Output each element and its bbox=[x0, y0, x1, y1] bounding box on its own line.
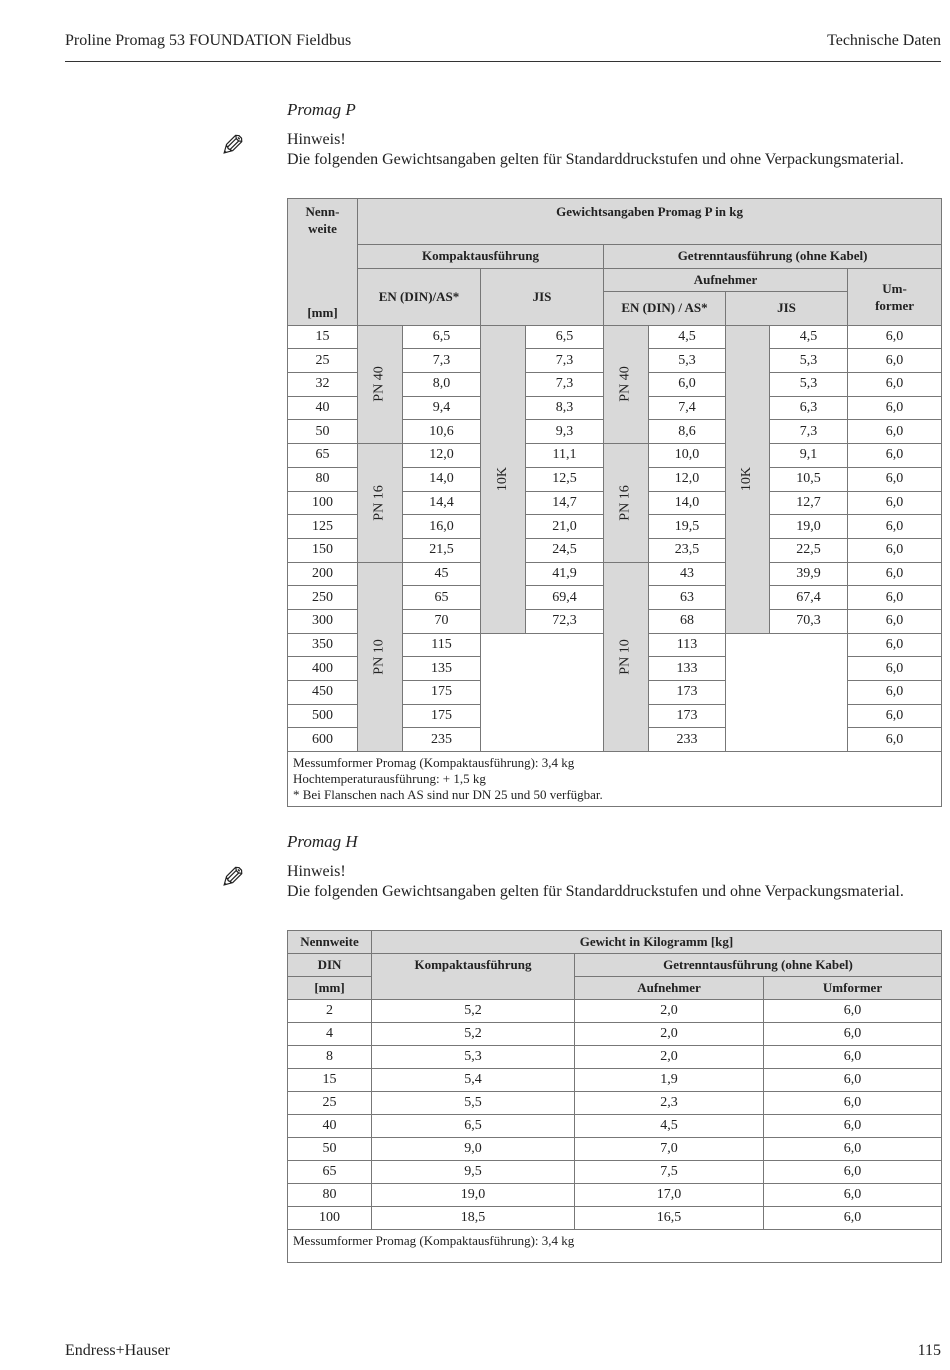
cell-dn: 50 bbox=[288, 1138, 372, 1161]
cell-value: 5,4 bbox=[372, 1069, 575, 1092]
cell-value: 6,0 bbox=[764, 1207, 942, 1230]
cell-value: 14,0 bbox=[649, 491, 726, 515]
cell-value: 10,0 bbox=[649, 444, 726, 468]
cell-value: 6,0 bbox=[848, 396, 942, 420]
col-header-mm: [mm] bbox=[307, 304, 338, 320]
cell-value: 2,0 bbox=[575, 1000, 764, 1023]
cell-dn: 350 bbox=[288, 633, 358, 657]
cell-value: 115 bbox=[403, 633, 481, 657]
cell-value: 10,6 bbox=[403, 420, 481, 444]
cell-value: 5,3 bbox=[770, 373, 848, 397]
header-umformer: Umformer bbox=[764, 977, 942, 1000]
col-header-mm: [mm] bbox=[288, 977, 372, 1000]
header-main: Gewicht in Kilogramm [kg] bbox=[372, 931, 942, 954]
cell-value: 7,4 bbox=[649, 396, 726, 420]
cell-value: 12,7 bbox=[770, 491, 848, 515]
cell-value: 6,0 bbox=[848, 704, 942, 728]
cell-value: 9,4 bbox=[403, 396, 481, 420]
cell-value: 24,5 bbox=[526, 538, 604, 562]
pn-label: PN 16 bbox=[604, 444, 649, 562]
cell-value: 6,0 bbox=[848, 657, 942, 681]
cell-dn: 8 bbox=[288, 1046, 372, 1069]
footnote: Messumformer Promag (Kompaktausführung): 3,4 kg bbox=[293, 755, 575, 771]
header-main: Gewichtsangaben Promag P in kg bbox=[358, 199, 942, 245]
table-footnotes bbox=[288, 752, 942, 807]
pn-label: 10K bbox=[481, 325, 526, 633]
cell-value: 2,0 bbox=[575, 1046, 764, 1069]
header-en: EN (DIN)/AS* bbox=[358, 268, 481, 325]
pn-label: PN 16 bbox=[358, 444, 403, 562]
cell-value: 72,3 bbox=[526, 609, 604, 633]
footer-company: Endress+Hauser bbox=[65, 1342, 170, 1359]
cell-dn: 40 bbox=[288, 1115, 372, 1138]
cell-dn: 80 bbox=[288, 1184, 372, 1207]
pn-label: 10K bbox=[726, 325, 770, 633]
cell-value: 6,0 bbox=[764, 1092, 942, 1115]
cell-value: 14,0 bbox=[403, 467, 481, 491]
cell-dn: 40 bbox=[288, 396, 358, 420]
cell-value: 6,0 bbox=[848, 562, 942, 586]
cell-value: 6,5 bbox=[372, 1115, 575, 1138]
cell-value: 21,5 bbox=[403, 538, 481, 562]
cell-value: 175 bbox=[403, 681, 481, 705]
weight-table-promag-h bbox=[287, 930, 942, 1263]
cell-value: 6,0 bbox=[848, 325, 942, 349]
cell-value: 12,0 bbox=[403, 444, 481, 468]
cell-value: 6,0 bbox=[848, 681, 942, 705]
cell-dn: 600 bbox=[288, 728, 358, 752]
cell-value: 6,0 bbox=[649, 373, 726, 397]
cell-value: 14,7 bbox=[526, 491, 604, 515]
footnote: * Bei Flanschen nach AS sind nur DN 25 und 50 verfügbar. bbox=[293, 787, 603, 803]
cell-value: 6,0 bbox=[764, 1069, 942, 1092]
cell-dn: 100 bbox=[288, 1207, 372, 1230]
cell-dn: 32 bbox=[288, 373, 358, 397]
cell-value: 113 bbox=[649, 633, 726, 657]
cell-dn: 25 bbox=[288, 1092, 372, 1115]
cell-value: 10,5 bbox=[770, 467, 848, 491]
cell-value: 17,0 bbox=[575, 1184, 764, 1207]
note-label: Hinweis! bbox=[287, 131, 346, 148]
cell-value: 6,0 bbox=[764, 1000, 942, 1023]
header-section: Technische Daten bbox=[827, 32, 941, 49]
cell-value: 9,0 bbox=[372, 1138, 575, 1161]
note-promag-p bbox=[287, 130, 904, 170]
header-title: Proline Promag 53 FOUNDATION Fieldbus bbox=[65, 32, 352, 49]
cell-dn: 250 bbox=[288, 586, 358, 610]
cell-value: 5,3 bbox=[372, 1046, 575, 1069]
cell-dn: 125 bbox=[288, 515, 358, 539]
cell-value: 8,0 bbox=[403, 373, 481, 397]
cell-value: 21,0 bbox=[526, 515, 604, 539]
cell-value: 22,5 bbox=[770, 538, 848, 562]
header-aufnehmer: Aufnehmer bbox=[575, 977, 764, 1000]
section-title-promag-h: Promag H bbox=[287, 832, 358, 851]
footnote: Hochtemperaturausführung: + 1,5 kg bbox=[293, 771, 486, 787]
header-getrennt: Getrenntausführung (ohne Kabel) bbox=[575, 954, 942, 977]
cell-value: 7,3 bbox=[403, 349, 481, 373]
cell-value: 135 bbox=[403, 657, 481, 681]
cell-value: 235 bbox=[403, 728, 481, 752]
cell-value: 6,0 bbox=[764, 1115, 942, 1138]
cell-value: 12,5 bbox=[526, 467, 604, 491]
cell-value: 19,0 bbox=[372, 1184, 575, 1207]
col-header-din: DIN bbox=[288, 954, 372, 977]
note-promag-h bbox=[287, 862, 904, 902]
header-kompakt: Kompaktausführung bbox=[372, 954, 575, 1000]
cell-value: 7,0 bbox=[575, 1138, 764, 1161]
header-umformer: Um- former bbox=[848, 268, 942, 325]
section-title-promag-p: Promag P bbox=[287, 100, 356, 119]
cell-dn: 65 bbox=[288, 444, 358, 468]
cell-value: 133 bbox=[649, 657, 726, 681]
cell-value: 2,0 bbox=[575, 1023, 764, 1046]
cell-value: 9,5 bbox=[372, 1161, 575, 1184]
cell-value: 43 bbox=[649, 562, 726, 586]
cell-value: 39,9 bbox=[770, 562, 848, 586]
cell-value: 1,9 bbox=[575, 1069, 764, 1092]
cell-value: 41,9 bbox=[526, 562, 604, 586]
cell-dn: 65 bbox=[288, 1161, 372, 1184]
pencil-icon: ✎ bbox=[220, 129, 246, 164]
cell-dn: 4 bbox=[288, 1023, 372, 1046]
cell-value: 6,0 bbox=[848, 538, 942, 562]
cell-dn: 150 bbox=[288, 538, 358, 562]
cell-value: 233 bbox=[649, 728, 726, 752]
cell-value: 173 bbox=[649, 681, 726, 705]
pn-label: PN 40 bbox=[358, 325, 403, 443]
cell-dn: 15 bbox=[288, 1069, 372, 1092]
cell-value: 6,0 bbox=[848, 728, 942, 752]
pn-label: PN 10 bbox=[358, 562, 403, 752]
cell-value: 11,1 bbox=[526, 444, 604, 468]
cell-value: 16,5 bbox=[575, 1207, 764, 1230]
cell-value: 6,0 bbox=[848, 349, 942, 373]
header-aufnehmer: Aufnehmer bbox=[604, 268, 848, 291]
cell-value: 6,0 bbox=[764, 1184, 942, 1207]
cell-value: 6,0 bbox=[848, 373, 942, 397]
cell-dn: 80 bbox=[288, 467, 358, 491]
cell-dn: 200 bbox=[288, 562, 358, 586]
cell-value: 6,3 bbox=[770, 396, 848, 420]
col-header-nennweite: Nennweite bbox=[288, 931, 372, 954]
cell-value: 6,0 bbox=[764, 1046, 942, 1069]
cell-value: 6,0 bbox=[764, 1161, 942, 1184]
cell-value: 18,5 bbox=[372, 1207, 575, 1230]
header-getrennt: Getrenntausführung (ohne Kabel) bbox=[604, 245, 942, 269]
pencil-icon: ✎ bbox=[220, 861, 246, 896]
cell-value: 68 bbox=[649, 609, 726, 633]
cell-dn: 15 bbox=[288, 325, 358, 349]
cell-value: 12,0 bbox=[649, 467, 726, 491]
cell-value: 173 bbox=[649, 704, 726, 728]
cell-value: 14,4 bbox=[403, 491, 481, 515]
cell-value: 6,0 bbox=[848, 420, 942, 444]
header-kompakt: Kompaktausführung bbox=[358, 245, 604, 269]
cell-value: 67,4 bbox=[770, 586, 848, 610]
cell-value: 8,3 bbox=[526, 396, 604, 420]
page-header bbox=[65, 32, 941, 62]
cell-value: 4,5 bbox=[649, 325, 726, 349]
cell-value: 2,3 bbox=[575, 1092, 764, 1115]
cell-value: 6,0 bbox=[848, 633, 942, 657]
cell-value: 19,0 bbox=[770, 515, 848, 539]
table-footnote: Messumformer Promag (Kompaktausführung): 3,4 kg bbox=[288, 1230, 942, 1263]
cell-value: 6,0 bbox=[848, 467, 942, 491]
cell-dn: 500 bbox=[288, 704, 358, 728]
pn-label: PN 10 bbox=[604, 562, 649, 752]
cell-value: 23,5 bbox=[649, 538, 726, 562]
cell-value: 5,5 bbox=[372, 1092, 575, 1115]
cell-dn: 450 bbox=[288, 681, 358, 705]
cell-value: 7,3 bbox=[770, 420, 848, 444]
cell-value: 4,5 bbox=[770, 325, 848, 349]
cell-value: 5,3 bbox=[770, 349, 848, 373]
cell-value: 65 bbox=[403, 586, 481, 610]
note-text: Die folgenden Gewichtsangaben gelten für Standarddruckstufen und ohne Verpackungsmaterial. bbox=[287, 883, 904, 900]
cell-dn: 100 bbox=[288, 491, 358, 515]
cell-value: 6,0 bbox=[848, 609, 942, 633]
cell-value: 5,3 bbox=[649, 349, 726, 373]
cell-dn: 25 bbox=[288, 349, 358, 373]
cell-dn: 400 bbox=[288, 657, 358, 681]
cell-value: 9,3 bbox=[526, 420, 604, 444]
empty-cell bbox=[481, 633, 604, 751]
cell-value: 6,0 bbox=[764, 1023, 942, 1046]
cell-value: 9,1 bbox=[770, 444, 848, 468]
cell-value: 6,5 bbox=[403, 325, 481, 349]
cell-value: 5,2 bbox=[372, 1000, 575, 1023]
cell-value: 7,5 bbox=[575, 1161, 764, 1184]
cell-value: 6,5 bbox=[526, 325, 604, 349]
col-header-nennweite: Nenn- weite [mm] bbox=[288, 199, 358, 326]
cell-value: 6,0 bbox=[848, 586, 942, 610]
cell-value: 6,0 bbox=[848, 444, 942, 468]
cell-value: 70,3 bbox=[770, 609, 848, 633]
header-en2: EN (DIN) / AS* bbox=[604, 291, 726, 325]
weight-table-promag-p bbox=[287, 198, 942, 807]
empty-cell bbox=[726, 633, 848, 751]
cell-value: 6,0 bbox=[848, 491, 942, 515]
cell-dn: 50 bbox=[288, 420, 358, 444]
page-number: 115 bbox=[917, 1342, 941, 1359]
cell-value: 5,2 bbox=[372, 1023, 575, 1046]
cell-dn: 2 bbox=[288, 1000, 372, 1023]
cell-value: 45 bbox=[403, 562, 481, 586]
header-jis2: JIS bbox=[726, 291, 848, 325]
cell-value: 8,6 bbox=[649, 420, 726, 444]
cell-value: 69,4 bbox=[526, 586, 604, 610]
note-label: Hinweis! bbox=[287, 863, 346, 880]
cell-value: 4,5 bbox=[575, 1115, 764, 1138]
pn-label: PN 40 bbox=[604, 325, 649, 443]
cell-value: 6,0 bbox=[764, 1138, 942, 1161]
cell-value: 16,0 bbox=[403, 515, 481, 539]
cell-value: 19,5 bbox=[649, 515, 726, 539]
note-text: Die folgenden Gewichtsangaben gelten für Standarddruckstufen und ohne Verpackungsmaterial. bbox=[287, 151, 904, 168]
cell-dn: 300 bbox=[288, 609, 358, 633]
header-jis: JIS bbox=[481, 268, 604, 325]
cell-value: 7,3 bbox=[526, 373, 604, 397]
cell-value: 7,3 bbox=[526, 349, 604, 373]
cell-value: 175 bbox=[403, 704, 481, 728]
cell-value: 6,0 bbox=[848, 515, 942, 539]
cell-value: 70 bbox=[403, 609, 481, 633]
cell-value: 63 bbox=[649, 586, 726, 610]
